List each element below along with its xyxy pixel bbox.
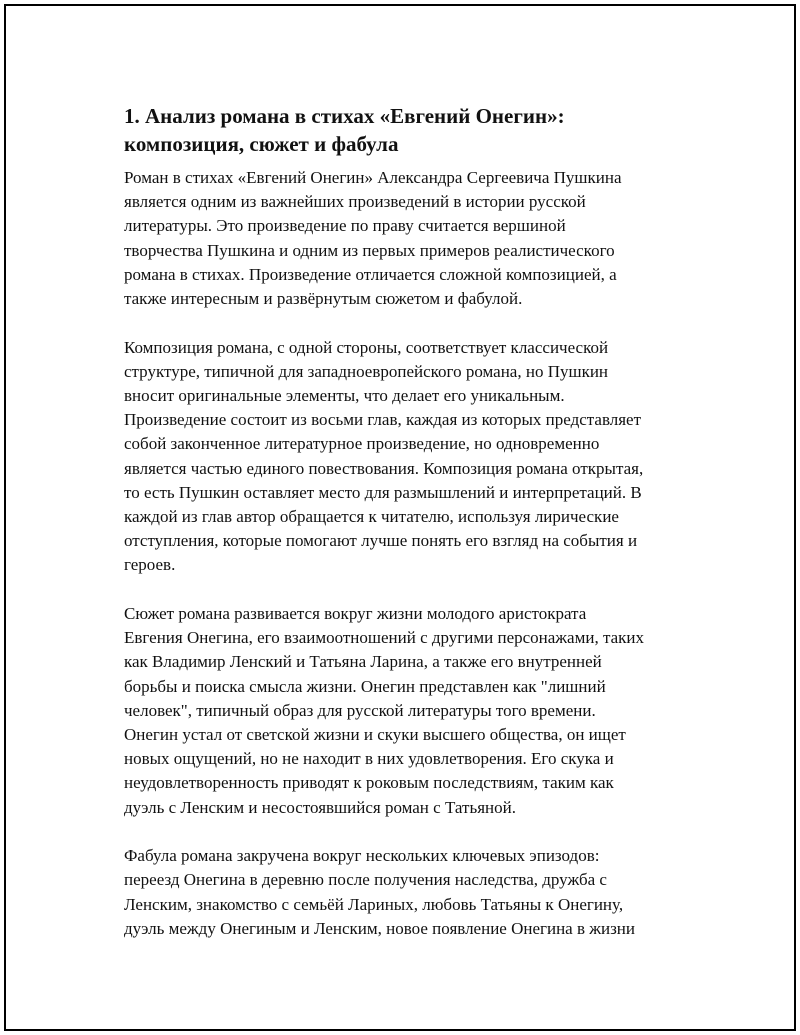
text-line: неудовлетворенность приводят к роковым последствиям, таким как xyxy=(124,773,614,793)
paragraph-plot xyxy=(124,602,704,820)
text-line: является частью единого повествования. Композиция романа открытая, xyxy=(124,458,644,478)
text-line: Композиция романа, с одной стороны, соответствует классической xyxy=(124,337,609,357)
text-line: новых ощущений, но не находит в них удовлетворения. Его скука и xyxy=(124,749,614,769)
text-line: Роман в стихах «Евгений Онегин» Александра Сергеевича Пушкина xyxy=(124,168,622,187)
text-line: Онегин устал от светской жизни и скуки высшего общества, он ищет xyxy=(124,725,626,745)
text-line: собой законченное литературное произведение, но одновременно xyxy=(124,434,600,454)
document-body xyxy=(124,102,704,965)
page-frame xyxy=(4,4,796,1031)
text-line: Сюжет романа развивается вокруг жизни молодого аристократа xyxy=(124,604,587,624)
text-line: Евгения Онегина, его взаимоотношений с другими персонажами, таких xyxy=(124,628,644,648)
text-line: дуэль между Онегиным и Ленским, новое появление Онегина в жизни xyxy=(124,918,635,938)
text-line: Ленским, знакомство с семьёй Лариных, любовь Татьяны к Онегину, xyxy=(124,894,624,914)
paragraph-intro xyxy=(124,166,704,311)
text-line: Фабула романа закручена вокруг нескольких ключевых эпизодов: xyxy=(124,846,600,866)
text-line: литературы. Это произведение по праву считается вершиной xyxy=(124,216,566,236)
text-line: как Владимир Ленский и Татьяна Ларина, а также его внутренней xyxy=(124,652,602,672)
text-line: каждой из глав автор обращается к читателю, используя лирические xyxy=(124,507,619,527)
text-line: то есть Пушкин оставляет место для размышлений и интерпретаций. В xyxy=(124,482,642,502)
text-line: структуре, типичной для западноевропейского романа, но Пушкин xyxy=(124,361,609,381)
heading-line-1: 1. Анализ романа в стихах «Евгений Онегин»: xyxy=(124,104,565,128)
text-line: также интересным и развёрнутым сюжетом и фабулой. xyxy=(124,289,523,309)
text-line: героев. xyxy=(124,555,176,575)
text-line: творчества Пушкина и одним из первых примеров реалистического xyxy=(124,240,615,260)
text-line: романа в стихах. Произведение отличается сложной композицией, а xyxy=(124,264,617,284)
text-line: отступления, которые помогают лучше понять его взгляд на события и xyxy=(124,531,638,551)
text-line: переезд Онегина в деревню после получения наследства, дружба с xyxy=(124,870,607,890)
heading-line-2: композиция, сюжет и фабула xyxy=(124,132,399,156)
text-line: борьбы и поиска смысла жизни. Онегин представлен как "лишний xyxy=(124,676,606,696)
text-line: Произведение состоит из восьми глав, каждая из которых представляет xyxy=(124,410,642,430)
paragraph-fabula xyxy=(124,844,704,941)
text-line: является одним из важнейших произведений в истории русской xyxy=(124,192,586,212)
text-line: дуэль с Ленским и несостоявшийся роман с Татьяной. xyxy=(124,797,516,817)
text-line: вносит оригинальные элементы, что делает его уникальным. xyxy=(124,386,565,406)
text-line: человек", типичный образ для русской литературы того времени. xyxy=(124,700,596,720)
paragraph-composition xyxy=(124,336,704,578)
section-heading xyxy=(124,102,704,158)
